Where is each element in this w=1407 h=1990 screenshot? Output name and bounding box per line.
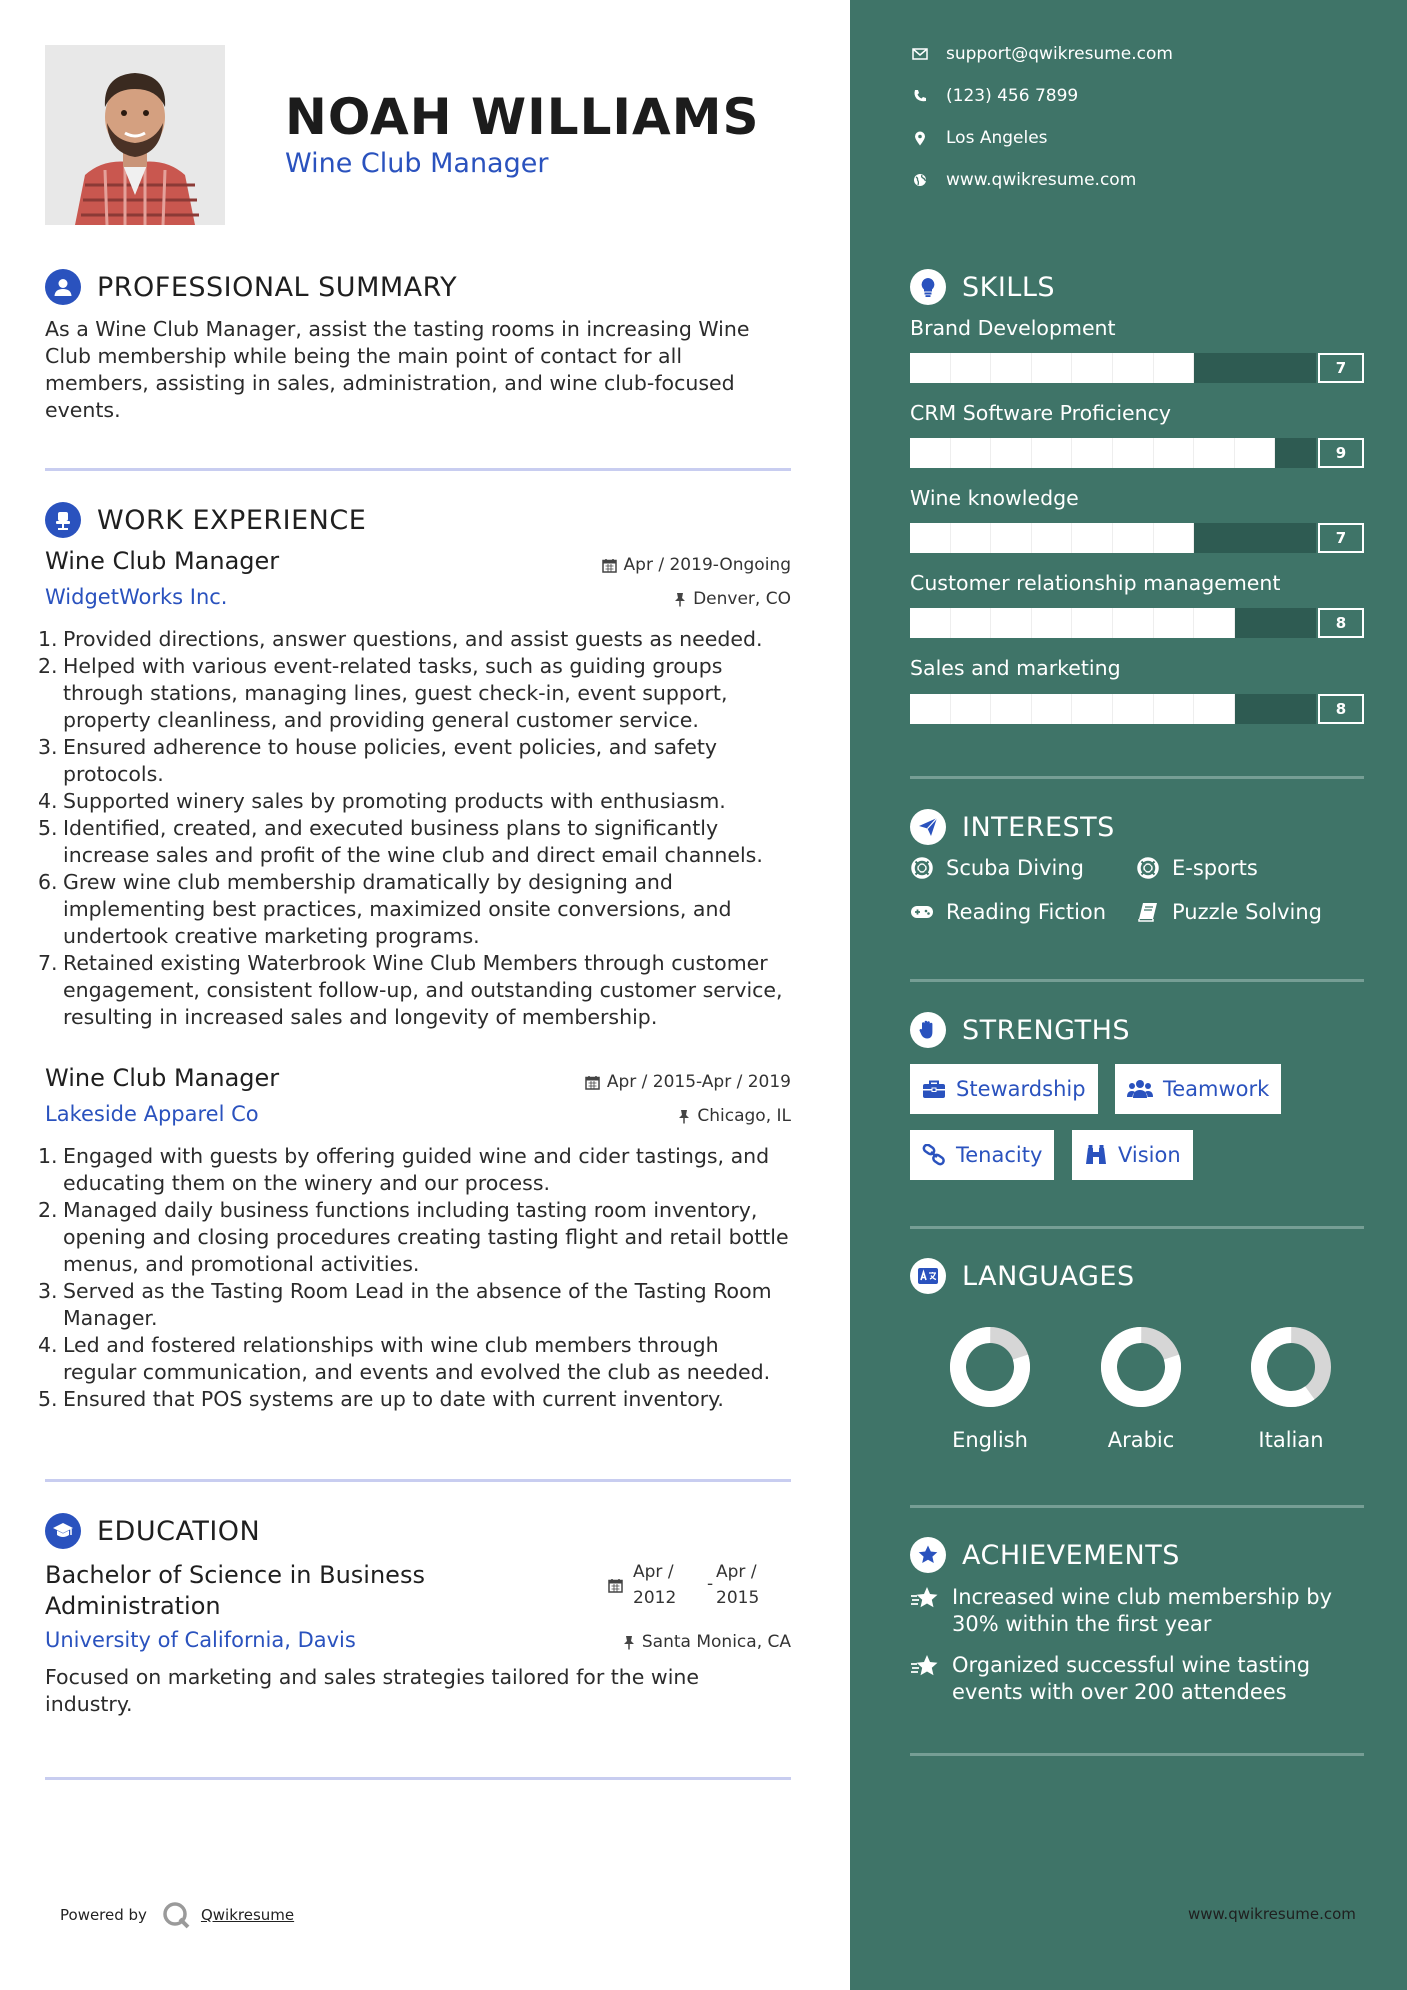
star-icon bbox=[910, 1654, 940, 1680]
language-item bbox=[1086, 1322, 1196, 1452]
language-donut bbox=[1246, 1322, 1336, 1412]
job-location-text: Chicago, IL bbox=[697, 1106, 791, 1126]
calendar-icon bbox=[602, 558, 617, 573]
list-item: 2. Managed daily business functions including tasting room inventory, opening and closing procedures creating tasting flight and retail bottle menus, and promotional activities. bbox=[38, 1198, 789, 1276]
strengths-section-header bbox=[910, 1010, 1130, 1050]
education-title: EDUCATION bbox=[97, 1515, 261, 1547]
skill-bar bbox=[910, 523, 1316, 553]
sidebar bbox=[850, 0, 1407, 1990]
skill-name: Brand Development bbox=[910, 316, 1116, 340]
language-item bbox=[1236, 1322, 1346, 1452]
strength-badge bbox=[1115, 1064, 1281, 1114]
skill-score: 7 bbox=[1318, 353, 1364, 383]
strength-label: Vision bbox=[1118, 1143, 1181, 1167]
skill-segment-filled bbox=[910, 353, 951, 383]
strength-badge bbox=[1072, 1130, 1193, 1180]
users-icon bbox=[1127, 1079, 1153, 1099]
gamepad-icon bbox=[910, 904, 934, 920]
candidate-role: Wine Club Manager bbox=[285, 148, 549, 179]
summary-title: PROFESSIONAL SUMMARY bbox=[97, 271, 458, 303]
skill-bar bbox=[910, 438, 1316, 468]
job-company: WidgetWorks Inc. bbox=[45, 585, 228, 609]
skill-name: Customer relationship management bbox=[910, 571, 1281, 595]
list-item: 6. Grew wine club membership dramatically by designing and implementing best practices, maximized onsite conversions, and undertook creative marketing programs. bbox=[38, 870, 732, 948]
list-item: 1. Engaged with guests by offering guided wine and cider tastings, and educating them on the winery and our process. bbox=[38, 1144, 770, 1195]
phone-icon bbox=[913, 89, 927, 103]
powered-by-label: Powered by bbox=[60, 1906, 147, 1924]
edu-start-year: 2012 bbox=[633, 1588, 677, 1608]
skill-segment-empty bbox=[1275, 608, 1316, 638]
skill-segment-filled bbox=[910, 438, 951, 468]
skill-segment-filled bbox=[1113, 694, 1154, 724]
skill-segment-filled bbox=[991, 694, 1032, 724]
list-item: 3. Served as the Tasting Room Lead in the absence of the Tasting Room Manager. bbox=[38, 1279, 772, 1330]
briefcase-icon bbox=[922, 1079, 946, 1099]
link-icon bbox=[922, 1144, 946, 1166]
interest-label: E-sports bbox=[1172, 856, 1258, 880]
contact-phone-text: (123) 456 7899 bbox=[946, 86, 1079, 106]
skill-bar bbox=[910, 694, 1316, 724]
skill-segment-filled bbox=[1194, 438, 1235, 468]
skill-segment-empty bbox=[1235, 608, 1276, 638]
star-badge-icon bbox=[910, 1537, 946, 1573]
language-name: Italian bbox=[1258, 1428, 1324, 1452]
skill-segment-filled bbox=[1032, 694, 1073, 724]
skill-segment-empty bbox=[1275, 694, 1316, 724]
skill-segment-filled bbox=[1072, 353, 1113, 383]
list-item: 5. Ensured that POS systems are up to date with current inventory. bbox=[38, 1387, 724, 1411]
contact-location bbox=[910, 128, 1048, 148]
languages-section-header bbox=[910, 1256, 1135, 1296]
list-item: 3. Ensured adherence to house policies, event policies, and safety protocols. bbox=[38, 735, 718, 786]
job-date bbox=[585, 1072, 791, 1092]
skill-segment-filled bbox=[991, 353, 1032, 383]
degree-line-2: Administration bbox=[45, 1592, 221, 1620]
contact-website bbox=[910, 170, 1136, 190]
skill-segment-filled bbox=[951, 523, 992, 553]
binoculars-icon bbox=[1084, 1144, 1108, 1166]
skill-segment-filled bbox=[1235, 438, 1276, 468]
skill-bar bbox=[910, 608, 1316, 638]
list-item: 5. Identified, created, and executed business plans to significantly increase sales and profit of the wine club and direct email channels. bbox=[38, 816, 763, 867]
strength-badge bbox=[910, 1064, 1098, 1114]
job-location bbox=[674, 589, 791, 609]
life-ring-icon bbox=[911, 857, 933, 879]
interest-label: Puzzle Solving bbox=[1172, 900, 1322, 924]
achievements-section-header bbox=[910, 1535, 1180, 1575]
skill-segment-filled bbox=[991, 438, 1032, 468]
job-1-bullets bbox=[38, 626, 798, 1031]
skills-title: SKILLS bbox=[962, 271, 1056, 303]
strength-badge bbox=[910, 1130, 1054, 1180]
skill-segment-filled bbox=[951, 353, 992, 383]
edu-end-month: Apr / bbox=[716, 1562, 757, 1582]
interest-item bbox=[910, 900, 1106, 924]
edu-date-dash: - bbox=[707, 1574, 714, 1594]
skill-segment-filled bbox=[951, 438, 992, 468]
school-name: University of California, Davis bbox=[45, 1628, 356, 1652]
achievements-title: ACHIEVEMENTS bbox=[962, 1539, 1180, 1571]
skill-segment-filled bbox=[1194, 694, 1235, 724]
skill-segment-empty bbox=[1275, 523, 1316, 553]
interest-item bbox=[1136, 900, 1322, 924]
map-pin-icon bbox=[914, 131, 926, 146]
interest-item bbox=[910, 856, 1084, 880]
strength-label: Teamwork bbox=[1163, 1077, 1270, 1101]
divider bbox=[910, 979, 1364, 982]
edu-location-text: Santa Monica, CA bbox=[641, 1632, 791, 1652]
skill-segment-filled bbox=[1032, 608, 1073, 638]
job-location-text: Denver, CO bbox=[693, 589, 791, 609]
candidate-name: NOAH WILLIAMS bbox=[285, 88, 760, 146]
education-section-header bbox=[45, 1511, 260, 1551]
skill-score: 7 bbox=[1318, 523, 1364, 553]
experience-section-header bbox=[45, 500, 366, 540]
graduation-cap-icon bbox=[45, 1513, 81, 1549]
skill-bar bbox=[910, 353, 1316, 383]
degree-line-1: Bachelor of Science in Business bbox=[45, 1561, 425, 1589]
skill-segment-empty bbox=[1235, 694, 1276, 724]
skill-name: Sales and marketing bbox=[910, 656, 1121, 680]
languages-title: LANGUAGES bbox=[962, 1260, 1135, 1292]
envelope-icon bbox=[912, 48, 928, 60]
strengths-title: STRENGTHS bbox=[962, 1014, 1131, 1046]
divider bbox=[45, 468, 791, 471]
interests-section-header bbox=[910, 807, 1115, 847]
divider bbox=[910, 776, 1364, 779]
language-donut bbox=[1096, 1322, 1186, 1412]
list-item: 7. Retained existing Waterbrook Wine Club Members through customer engagement, consistent follow-up, and outstanding customer service, resulting in increased sales and longevity of membership. bbox=[38, 951, 783, 1029]
skill-segment-filled bbox=[1113, 523, 1154, 553]
chair-icon bbox=[45, 502, 81, 538]
divider bbox=[45, 1777, 791, 1780]
skill-segment-empty bbox=[1275, 353, 1316, 383]
language-item bbox=[935, 1322, 1045, 1452]
book-icon bbox=[1137, 902, 1159, 922]
person-photo-icon bbox=[45, 45, 225, 225]
job-company: Lakeside Apparel Co bbox=[45, 1102, 259, 1126]
skill-segment-filled bbox=[1154, 608, 1195, 638]
interest-label: Reading Fiction bbox=[946, 900, 1107, 924]
job-title: Wine Club Manager bbox=[45, 1064, 280, 1092]
skill-segment-filled bbox=[910, 608, 951, 638]
skill-segment-filled bbox=[1072, 523, 1113, 553]
edu-start-month: Apr / bbox=[633, 1562, 674, 1582]
language-name: Arabic bbox=[1107, 1428, 1175, 1452]
skill-score: 9 bbox=[1318, 438, 1364, 468]
skill-segment-filled bbox=[1072, 608, 1113, 638]
skills-section-header bbox=[910, 267, 1055, 307]
skill-segment-empty bbox=[1235, 523, 1276, 553]
lightbulb-icon bbox=[910, 269, 946, 305]
pin-icon bbox=[623, 1635, 635, 1650]
job-date bbox=[602, 555, 791, 575]
contact-email bbox=[910, 44, 1173, 64]
skill-segment-filled bbox=[991, 608, 1032, 638]
list-item: 4. Supported winery sales by promoting products with enthusiasm. bbox=[38, 789, 726, 813]
profile-photo bbox=[45, 45, 225, 225]
hand-icon bbox=[910, 1012, 946, 1048]
summary-section-header bbox=[45, 267, 457, 307]
job-date-text: Apr / 2015-Apr / 2019 bbox=[606, 1072, 791, 1092]
strength-label: Tenacity bbox=[956, 1143, 1043, 1167]
list-item: 2. Helped with various event-related tasks, such as guiding groups through stations, managing lines, guest check-in, event support, property cleanliness, and providing general customer service. bbox=[38, 654, 728, 732]
contact-phone bbox=[910, 86, 1078, 106]
footer-website[interactable]: www.qwikresume.com bbox=[1188, 1905, 1356, 1923]
calendar-icon bbox=[585, 1075, 600, 1090]
skill-segment-filled bbox=[1113, 353, 1154, 383]
contact-email-text[interactable]: support@qwikresume.com bbox=[946, 44, 1173, 64]
qwikresume-logo-icon bbox=[161, 1900, 191, 1930]
education-text: Focused on marketing and sales strategies tailored for the wine industry. bbox=[45, 1665, 699, 1716]
user-icon bbox=[45, 269, 81, 305]
pin-icon bbox=[674, 592, 686, 607]
pin-icon bbox=[678, 1109, 690, 1124]
edu-end-year: 2015 bbox=[716, 1588, 760, 1608]
achievement-item bbox=[910, 1652, 1370, 1706]
skill-name: Wine knowledge bbox=[910, 486, 1079, 510]
skill-segment-filled bbox=[1032, 523, 1073, 553]
skill-segment-filled bbox=[1154, 438, 1195, 468]
interest-item bbox=[1136, 856, 1258, 880]
divider bbox=[910, 1505, 1364, 1508]
skill-segment-filled bbox=[951, 608, 992, 638]
divider bbox=[45, 1479, 791, 1482]
skill-segment-empty bbox=[1235, 353, 1276, 383]
skill-segment-empty bbox=[1194, 353, 1235, 383]
job-date-text: Apr / 2019-Ongoing bbox=[623, 555, 791, 575]
achievement-text: Increased wine club membership by 30% within the first year bbox=[952, 1585, 1333, 1636]
skill-segment-filled bbox=[1113, 438, 1154, 468]
interests-title: INTERESTS bbox=[962, 811, 1115, 843]
strength-label: Stewardship bbox=[956, 1077, 1086, 1101]
skill-score: 8 bbox=[1318, 608, 1364, 638]
edu-location bbox=[623, 1632, 791, 1652]
qwikresume-link[interactable]: Qwikresume bbox=[200, 1906, 295, 1924]
skill-score: 8 bbox=[1318, 694, 1364, 724]
skill-segment-filled bbox=[1072, 694, 1113, 724]
summary-text: As a Wine Club Manager, assist the tasting rooms in increasing Wine Club membership while being the main point of contact for all members, assisting in sales, administration, and wine club-focused events. bbox=[45, 317, 750, 422]
calendar-icon bbox=[608, 1578, 623, 1593]
skill-segment-filled bbox=[1113, 608, 1154, 638]
skill-segment-filled bbox=[1032, 353, 1073, 383]
achievement-item bbox=[910, 1584, 1370, 1638]
skill-segment-filled bbox=[1154, 523, 1195, 553]
list-item: 1. Provided directions, answer questions, and assist guests as needed. bbox=[38, 627, 763, 651]
language-icon bbox=[910, 1258, 946, 1294]
list-item: 4. Led and fostered relationships with wine club members through regular communication, and events and evolved the club as needed. bbox=[38, 1333, 771, 1384]
contact-location-text: Los Angeles bbox=[946, 128, 1048, 148]
paper-plane-icon bbox=[910, 809, 946, 845]
degree bbox=[45, 1560, 425, 1622]
skill-segment-filled bbox=[991, 523, 1032, 553]
skill-segment-filled bbox=[1194, 608, 1235, 638]
contact-website-text[interactable]: www.qwikresume.com bbox=[946, 170, 1137, 190]
job-2-bullets bbox=[38, 1143, 798, 1413]
job-title: Wine Club Manager bbox=[45, 547, 280, 575]
divider bbox=[910, 1226, 1364, 1229]
skill-segment-filled bbox=[1154, 353, 1195, 383]
skill-segment-filled bbox=[910, 523, 951, 553]
star-icon bbox=[910, 1586, 940, 1612]
interest-label: Scuba Diving bbox=[946, 856, 1084, 880]
skill-segment-filled bbox=[1032, 438, 1073, 468]
job-location bbox=[678, 1106, 791, 1126]
life-ring-icon bbox=[1137, 857, 1159, 879]
divider bbox=[910, 1753, 1364, 1756]
skill-segment-filled bbox=[1072, 438, 1113, 468]
skill-segment-empty bbox=[1194, 523, 1235, 553]
achievement-text: Organized successful wine tasting events with over 200 attendees bbox=[952, 1653, 1311, 1704]
powered-by bbox=[60, 1900, 294, 1930]
skill-name: CRM Software Proficiency bbox=[910, 401, 1172, 425]
skill-segment-filled bbox=[910, 694, 951, 724]
language-name: English bbox=[952, 1428, 1028, 1452]
language-donut bbox=[945, 1322, 1035, 1412]
experience-title: WORK EXPERIENCE bbox=[97, 504, 367, 536]
skill-segment-filled bbox=[951, 694, 992, 724]
skill-segment-empty bbox=[1275, 438, 1316, 468]
globe-icon bbox=[913, 173, 927, 187]
skill-segment-filled bbox=[1154, 694, 1195, 724]
